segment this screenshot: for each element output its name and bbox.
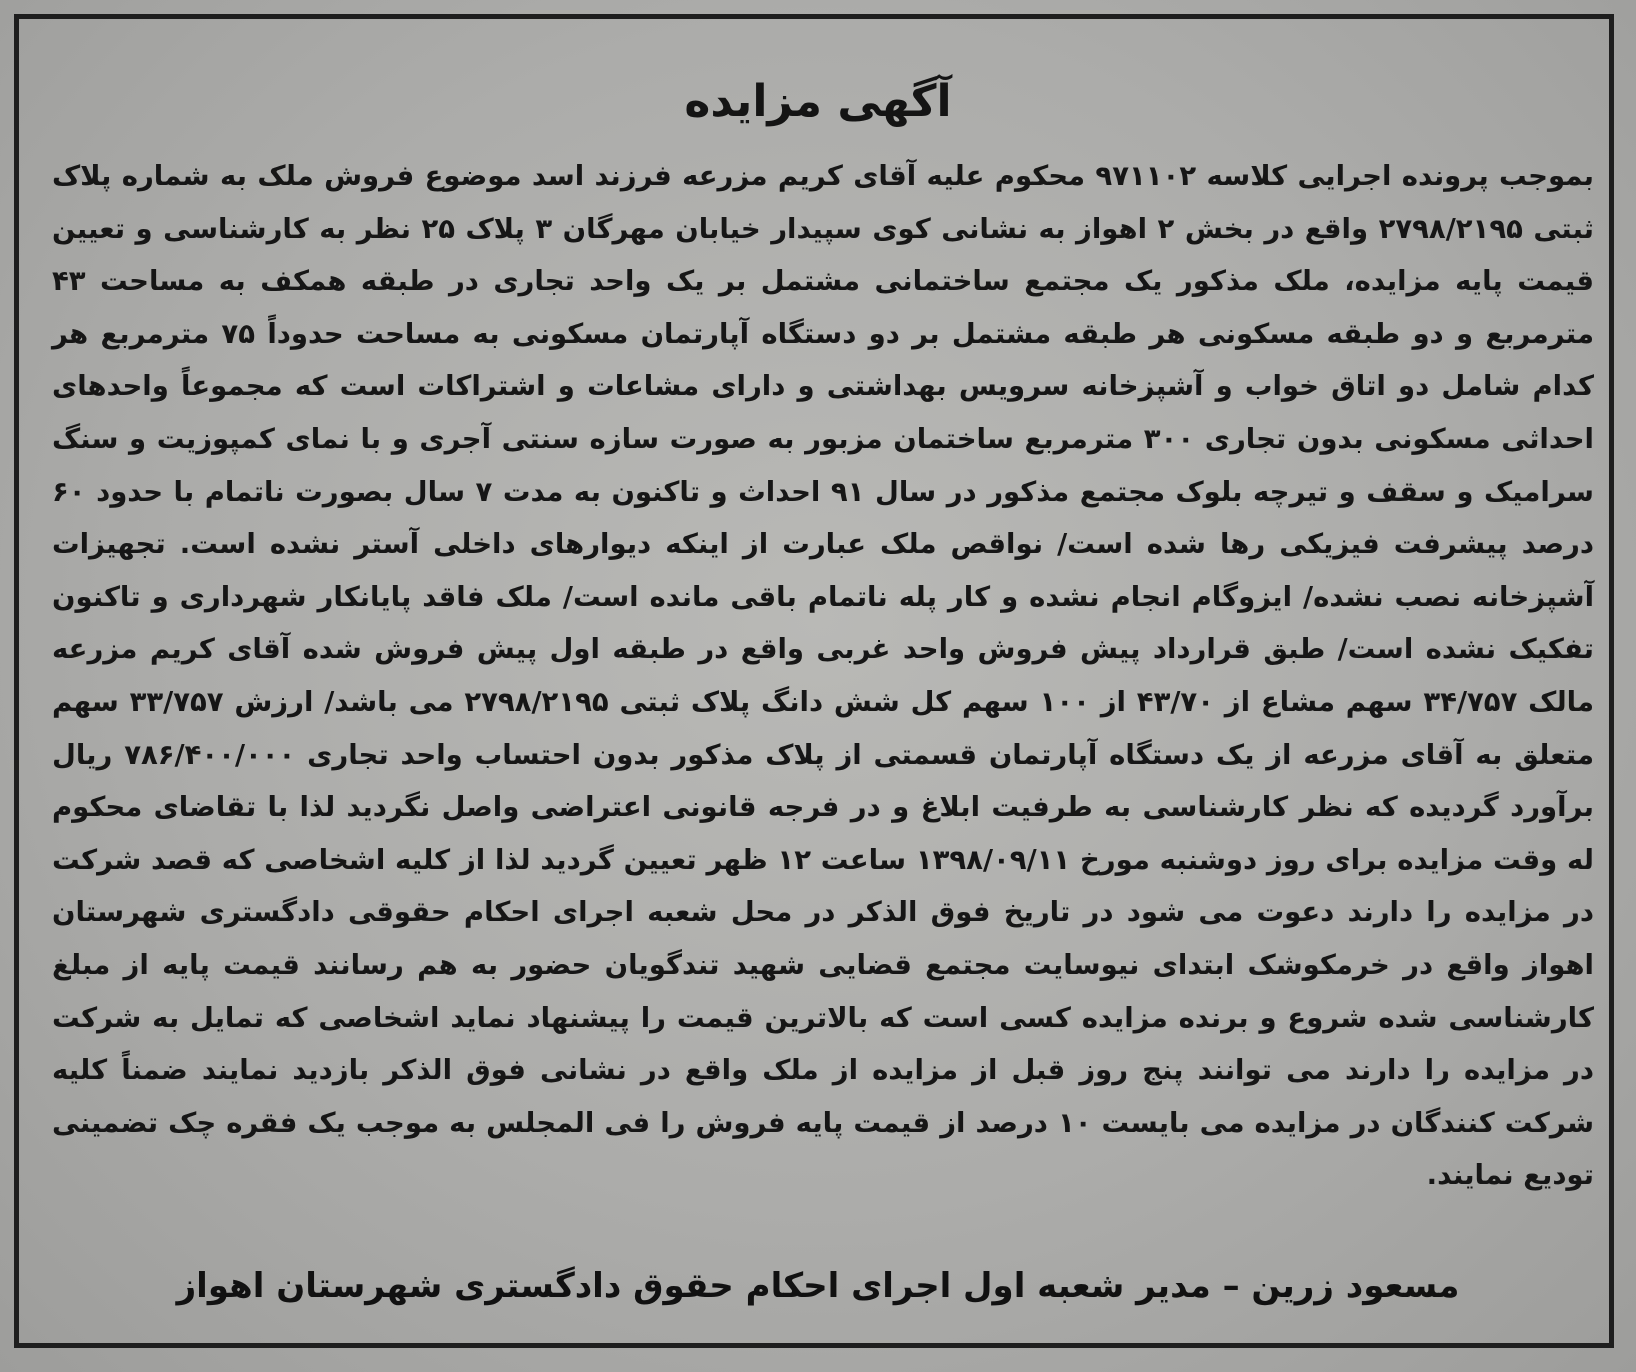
notice-signature: مسعود زرین – مدیر شعبه اول اجرای احکام حقوق دادگستری شهرستان اهواز [176, 1266, 1460, 1306]
notice-body: بموجب پرونده اجرایی کلاسه ۹۷۱۱۰۲ محکوم علیه آقای کریم مزرعه فرزند اسد موضوع فروش ملک به شماره پلاک ثبتی ۲۷۹۸/۲۱۹۵ واقع در بخش ۲ اهواز به نشانی کوی سپیدار خیابان مهرگان ۳ پلاک ۲۵ نظر به کارشناسی و تعیین قیمت پایه مزایده، ملک مذکور یک مجتمع ساختمانی مشتمل بر یک واحد تجاری در طبقه همکف به مساحت ۴۳ مترمربع و دو طبقه مسکونی هر طبقه مشتمل بر دو دستگاه آپارتمان مسکونی به مساحت حدوداً ۷۵ مترمربع هر کدام شامل دو اتاق خواب و آشپزخانه سرویس بهداشتی و دارای مشاعات و اشتراکات است که مجموعاً واحدهای احداثی مسکونی بدون تجاری ۳۰۰ مترمربع ساختمان مزبور به صورت سازه سنتی آجری و با نمای کمپوزیت و سنگ سرامیک و سقف و تیرچه بلوک مجتمع مذکور در سال ۹۱ احداث و تاکنون به مدت ۷ سال بصورت ناتمام با حدود ۶۰ درصد پیشرفت فیزیکی رها شده است/ نواقص ملک عبارت از اینکه دیوارهای داخلی آستر نشده است. تجهیزات آشپزخانه نصب نشده/ ایزوگام انجام نشده و کار پله ناتمام باقی مانده است/ ملک فاقد پایانکار شهرداری و تاکنون تفکیک نشده است/ طبق قرارداد پیش فروش واحد غربی واقع در طبقه اول پیش فروش شده آقای کریم مزرعه مالک ۳۴/۷۵۷ سهم مشاع از ۴۳/۷۰ از ۱۰۰ سهم کل شش دانگ پلاک ثبتی ۲۷۹۸/۲۱۹۵ می باشد/ ارزش ۳۳/۷۵۷ سهم متعلق به آقای مزرعه از یک دستگاه آپارتمان قسمتی از پلاک مذکور بدون احتساب واحد تجاری ۷۸۶/۴۰۰/۰۰۰ ریال برآورد گردیده که نظر کارشناسی به طرفیت ابلاغ و در فرجه قانونی اعتراضی واصل نگردید لذا با تقاضای محکوم له وقت مزایده برای روز دوشنبه مورخ ۱۳۹۸/۰۹/۱۱ ساعت ۱۲ ظهر تعیین گردید لذا از کلیه اشخاصی که قصد شرکت در مزایده را دارند دعوت می شود در تاریخ فوق الذکر در محل شعبه اجرای احکام حقوقی دادگستری شهرستان اهواز واقع در خرمکوشک ابتدای نیوسایت مجتمع قضایی شهید تندگویان حضور به هم رسانند قیمت پایه از مبلغ کارشناسی شده شروع و برنده مزایده کسی است که بالاترین قیمت را پیشنهاد نماید اشخاصی که تمایل به شرکت در مزایده را دارند می توانند پنج روز قبل از مزایده از ملک واقع در نشانی فوق الذکر بازدید نمایند ضمناً کلیه شرکت کنندگان در مزایده می بایست ۱۰ درصد از قیمت پایه فروش را فی المجلس به موجب یک فقره چک تضمینی تودیع نمایند. [52, 160, 1595, 1192]
notice-title: آگهی مزایده [684, 76, 952, 127]
